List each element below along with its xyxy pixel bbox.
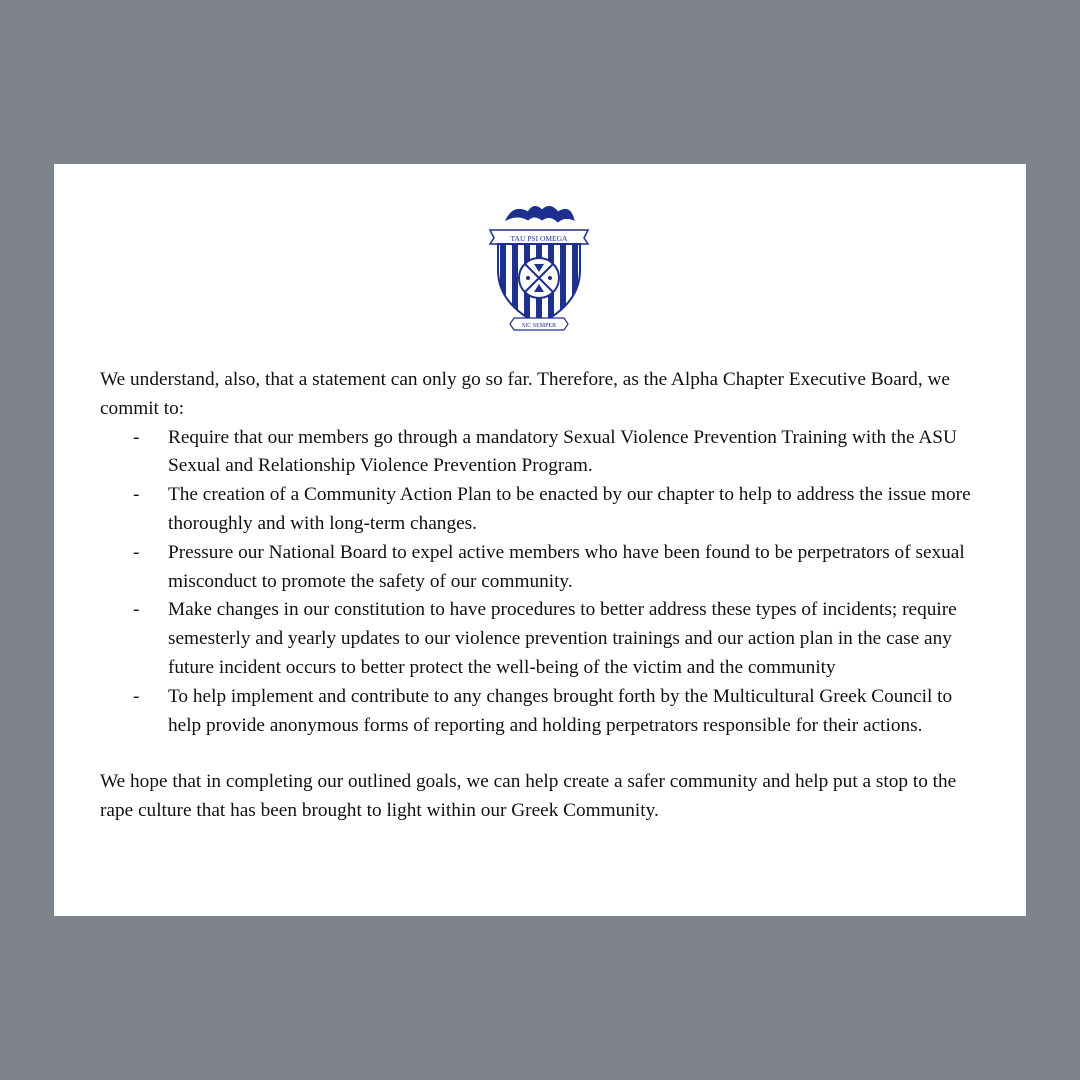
- bullet-dash: -: [133, 541, 140, 563]
- crest-motto-top: TAU PSI OMEGA: [510, 234, 568, 243]
- commitment-text: The creation of a Community Action Plan to be enacted by our chapter to help to address the issue more thoroughly and with long-term changes.: [168, 484, 971, 534]
- statement-body: [100, 366, 990, 826]
- crest-icon: [484, 200, 594, 332]
- bullet-dash: -: [133, 599, 140, 621]
- commitment-text: Pressure our National Board to expel active members who have been found to be perpetrators of sexual misconduct to promote the safety of our community.: [168, 541, 965, 592]
- commitment-text: To help implement and contribute to any changes brought forth by the Multicultural Greek Council to help provide anonymous forms of reporting and holding perpetrators responsible for their actions.: [168, 685, 953, 736]
- list-item: [100, 424, 990, 482]
- commitments-list: [100, 424, 990, 741]
- commitment-text: Require that our members go through a mandatory Sexual Violence Prevention Training with the ASU Sexual and Relationship Violence Prevention Program.: [168, 426, 957, 477]
- intro-paragraph: We understand, also, that a statement can only go so far. Therefore, as the Alpha Chapter Executive Board, we commit to:: [100, 369, 950, 419]
- closing-paragraph: We hope that in completing our outlined goals, we can help create a safer community and help put a stop to the rape culture that has been brought to light within our Greek Community.: [100, 771, 957, 822]
- bullet-dash: -: [133, 685, 140, 707]
- crest-motto-bottom: SIC SEMPER: [521, 323, 557, 329]
- commitment-text: Make changes in our constitution to have procedures to better address these types of incidents; require semesterly and yearly updates to our violence prevention trainings and our action plan in the case any future incident occurs to better protect the well-being of the victim and the community: [168, 599, 957, 678]
- list-item: [100, 683, 990, 741]
- bullet-dash: -: [133, 484, 140, 506]
- document-page: [54, 164, 1026, 916]
- list-item: [100, 481, 990, 539]
- bullet-dash: -: [133, 426, 140, 448]
- list-item: [100, 539, 990, 597]
- list-item: [100, 596, 990, 682]
